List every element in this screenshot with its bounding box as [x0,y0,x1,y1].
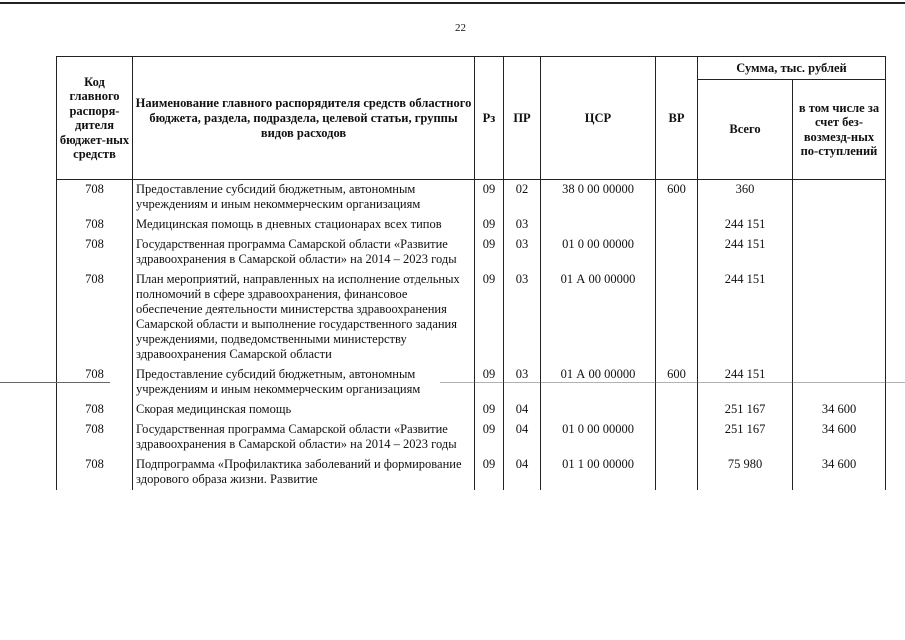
cell-rz: 09 [475,270,504,365]
cell-code: 708 [57,400,133,420]
cell-total: 251 167 [698,400,793,420]
cell-vr: 600 [656,180,698,216]
scan-artifact-line-left [0,382,110,383]
cell-csr: 01 А 00 00000 [541,365,656,400]
cell-total: 244 151 [698,365,793,400]
page-number: 22 [455,22,466,34]
cell-rz: 09 [475,180,504,216]
cell-total: 75 980 [698,455,793,490]
cell-pr: 04 [504,455,541,490]
cell-total: 360 [698,180,793,216]
cell-rz: 09 [475,215,504,235]
cell-csr: 01 А 00 00000 [541,270,656,365]
cell-rz: 09 [475,365,504,400]
top-border-line [0,2,905,4]
cell-total: 244 151 [698,235,793,270]
cell-name: План мероприятий, направленных на исполнение отдельных полномочий в сфере здравоохранения, финансовое обеспечение деятельности министерства здравоохранения Самарской области и выполнение государственного задания учреждениями, подведомственными министерству здравоохранения Самарской области [133,270,475,365]
cell-incl [793,270,886,365]
budget-table [56,56,886,490]
cell-name: Подпрограмма «Профилактика заболеваний и формирование здорового образа жизни. Развитие [133,455,475,490]
cell-csr: 01 0 00 00000 [541,420,656,455]
cell-csr: 01 1 00 00000 [541,455,656,490]
cell-incl: 34 600 [793,400,886,420]
cell-vr [656,455,698,490]
cell-vr [656,400,698,420]
cell-vr: 600 [656,365,698,400]
cell-vr [656,235,698,270]
cell-pr: 03 [504,215,541,235]
cell-name: Предоставление субсидий бюджетным, автономным учреждениям и иным некоммерческим организациям [133,365,475,400]
header-total: Всего [698,80,793,180]
table-row [57,235,886,270]
header-sum: Сумма, тыс. рублей [698,57,886,80]
table-row [57,455,886,490]
cell-code: 708 [57,365,133,400]
table-row [57,400,886,420]
cell-name: Скорая медицинская помощь [133,400,475,420]
cell-code: 708 [57,215,133,235]
cell-vr [656,270,698,365]
cell-rz: 09 [475,420,504,455]
cell-rz: 09 [475,235,504,270]
cell-pr: 02 [504,180,541,216]
cell-pr: 04 [504,400,541,420]
table-row [57,215,886,235]
header-pr: ПР [504,57,541,180]
table-row [57,180,886,216]
cell-incl: 34 600 [793,420,886,455]
cell-code: 708 [57,455,133,490]
cell-name: Государственная программа Самарской области «Развитие здравоохранения в Самарской области» на 2014 – 2023 годы [133,235,475,270]
cell-name: Предоставление субсидий бюджетным, автономным учреждениям и иным некоммерческим организациям [133,180,475,216]
header-vr: ВР [656,57,698,180]
scan-artifact-line-right [440,382,905,383]
cell-total: 244 151 [698,270,793,365]
cell-rz: 09 [475,400,504,420]
cell-code: 708 [57,420,133,455]
table-row [57,270,886,365]
cell-incl [793,215,886,235]
cell-csr: 38 0 00 00000 [541,180,656,216]
header-code: Код главного распоря-дителя бюджет-ных средств [57,57,133,180]
header-rz: Рз [475,57,504,180]
cell-code: 708 [57,180,133,216]
cell-code: 708 [57,270,133,365]
cell-csr: 01 0 00 00000 [541,235,656,270]
cell-pr: 03 [504,235,541,270]
cell-rz: 09 [475,455,504,490]
cell-vr [656,420,698,455]
cell-total: 244 151 [698,215,793,235]
header-csr: ЦСР [541,57,656,180]
cell-name: Медицинская помощь в дневных стационарах всех типов [133,215,475,235]
cell-incl [793,235,886,270]
cell-name: Государственная программа Самарской области «Развитие здравоохранения в Самарской области» на 2014 – 2023 годы [133,420,475,455]
cell-pr: 04 [504,420,541,455]
header-incl: в том числе за счет без-возмезд-ных по-ступлений [793,80,886,180]
cell-csr [541,400,656,420]
cell-pr: 03 [504,270,541,365]
cell-vr [656,215,698,235]
header-name: Наименование главного распорядителя средств областного бюджета, раздела, подраздела, целевой статьи, группы видов расходов [133,57,475,180]
cell-total: 251 167 [698,420,793,455]
cell-incl [793,180,886,216]
table-row [57,420,886,455]
cell-code: 708 [57,235,133,270]
cell-pr: 03 [504,365,541,400]
cell-csr [541,215,656,235]
cell-incl: 34 600 [793,455,886,490]
